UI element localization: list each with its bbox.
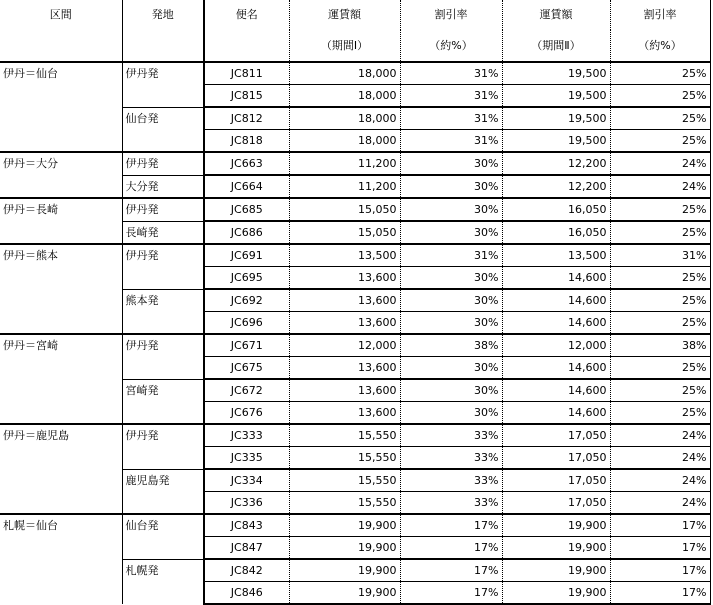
discount-rate1-cell: 30%	[400, 357, 502, 380]
section-cell: 伊丹＝熊本	[0, 244, 122, 334]
fare-period1-cell: 19,900	[289, 514, 400, 537]
discount-rate2-cell: 25%	[610, 289, 710, 312]
header-fare-period1-note: （期間Ⅰ）	[289, 30, 400, 62]
discount-rate2-cell: 17%	[610, 537, 710, 560]
discount-rate2-cell: 38%	[610, 334, 710, 357]
origin-cell: 熊本発	[122, 289, 204, 334]
origin-cell: 長崎発	[122, 221, 204, 244]
flight-number-cell: JC847	[204, 537, 289, 560]
discount-rate1-cell: 31%	[400, 130, 502, 153]
header-row-sub	[0, 30, 710, 62]
fare-period1-cell: 18,000	[289, 62, 400, 85]
flight-number-cell: JC334	[204, 469, 289, 492]
flight-number-cell: JC692	[204, 289, 289, 312]
fare-period1-cell: 11,200	[289, 175, 400, 198]
table-row	[0, 334, 710, 357]
fare-period1-cell: 13,600	[289, 289, 400, 312]
flight-number-cell: JC675	[204, 357, 289, 380]
fare-period1-cell: 18,000	[289, 130, 400, 153]
fare-period2-cell: 12,200	[502, 152, 610, 175]
fare-period2-cell: 12,000	[502, 334, 610, 357]
header-flight: 便名	[204, 0, 289, 30]
fare-period1-cell: 13,600	[289, 312, 400, 335]
flight-number-cell: JC818	[204, 130, 289, 153]
origin-cell: 伊丹発	[122, 244, 204, 289]
header-fare-period2: 運賃額	[502, 0, 610, 30]
table-row	[0, 62, 710, 85]
fare-period2-cell: 17,050	[502, 492, 610, 515]
fare-period2-cell: 14,600	[502, 357, 610, 380]
fare-period1-cell: 15,550	[289, 492, 400, 515]
origin-cell: 大分発	[122, 175, 204, 198]
fare-period2-cell: 14,600	[502, 379, 610, 402]
flight-number-cell: JC676	[204, 402, 289, 425]
fare-period1-cell: 13,600	[289, 267, 400, 290]
header-discount-rate1: 割引率	[400, 0, 502, 30]
table-row	[0, 424, 710, 447]
flight-number-cell: JC672	[204, 379, 289, 402]
discount-rate1-cell: 30%	[400, 152, 502, 175]
fare-period2-cell: 17,050	[502, 447, 610, 470]
origin-cell: 伊丹発	[122, 334, 204, 379]
fare-period2-cell: 19,900	[502, 537, 610, 560]
flight-number-cell: JC336	[204, 492, 289, 515]
flight-number-cell: JC664	[204, 175, 289, 198]
discount-rate2-cell: 24%	[610, 175, 710, 198]
flight-number-cell: JC695	[204, 267, 289, 290]
table-row	[0, 514, 710, 537]
fare-period2-cell: 17,050	[502, 469, 610, 492]
fare-period2-cell: 16,050	[502, 198, 610, 221]
discount-rate1-cell: 31%	[400, 85, 502, 108]
discount-rate1-cell: 33%	[400, 492, 502, 515]
origin-cell: 伊丹発	[122, 152, 204, 175]
origin-cell: 伊丹発	[122, 62, 204, 107]
origin-cell: 鹿児島発	[122, 469, 204, 514]
flight-number-cell: JC335	[204, 447, 289, 470]
discount-rate1-cell: 33%	[400, 469, 502, 492]
origin-cell: 札幌発	[122, 559, 204, 604]
fare-period2-cell: 19,500	[502, 85, 610, 108]
flight-number-cell: JC671	[204, 334, 289, 357]
table-row	[0, 152, 710, 175]
header-section: 区間	[49, 8, 72, 21]
discount-rate1-cell: 33%	[400, 447, 502, 470]
origin-cell: 仙台発	[122, 514, 204, 559]
header-discount-rate2-note: （約%）	[610, 30, 710, 62]
fare-period1-cell: 13,600	[289, 379, 400, 402]
discount-rate2-cell: 24%	[610, 492, 710, 515]
flight-number-cell: JC815	[204, 85, 289, 108]
section-cell: 伊丹＝仙台	[0, 62, 122, 152]
discount-rate1-cell: 33%	[400, 424, 502, 447]
discount-rate1-cell: 30%	[400, 221, 502, 244]
discount-rate2-cell: 25%	[610, 130, 710, 153]
discount-rate2-cell: 25%	[610, 267, 710, 290]
fare-period2-cell: 12,200	[502, 175, 610, 198]
flight-number-cell: JC685	[204, 198, 289, 221]
origin-cell: 宮崎発	[122, 379, 204, 424]
fare-period1-cell: 13,600	[289, 357, 400, 380]
fare-period1-cell: 13,500	[289, 244, 400, 267]
fare-period2-cell: 16,050	[502, 221, 610, 244]
discount-rate1-cell: 30%	[400, 198, 502, 221]
discount-rate2-cell: 24%	[610, 424, 710, 447]
discount-rate2-cell: 25%	[610, 198, 710, 221]
fare-period1-cell: 13,600	[289, 402, 400, 425]
fare-period1-cell: 15,550	[289, 469, 400, 492]
table-row	[0, 244, 710, 267]
flight-number-cell: JC696	[204, 312, 289, 335]
flight-number-cell: JC686	[204, 221, 289, 244]
flight-number-cell: JC842	[204, 559, 289, 582]
fare-period1-cell: 19,900	[289, 582, 400, 605]
fare-period1-cell: 15,550	[289, 424, 400, 447]
discount-rate2-cell: 24%	[610, 152, 710, 175]
discount-rate2-cell: 25%	[610, 221, 710, 244]
discount-rate1-cell: 30%	[400, 175, 502, 198]
discount-rate2-cell: 25%	[610, 62, 710, 85]
flight-number-cell: JC333	[204, 424, 289, 447]
fare-period2-cell: 14,600	[502, 289, 610, 312]
fare-period2-cell: 14,600	[502, 312, 610, 335]
discount-rate2-cell: 25%	[610, 107, 710, 130]
discount-rate1-cell: 31%	[400, 107, 502, 130]
discount-rate1-cell: 31%	[400, 244, 502, 267]
section-cell: 伊丹＝長崎	[0, 198, 122, 244]
fare-period2-cell: 19,500	[502, 62, 610, 85]
fare-period2-cell: 13,500	[502, 244, 610, 267]
section-cell: 伊丹＝大分	[0, 152, 122, 198]
discount-rate1-cell: 38%	[400, 334, 502, 357]
section-cell: 札幌＝仙台	[0, 514, 122, 604]
discount-rate1-cell: 17%	[400, 537, 502, 560]
discount-rate1-cell: 17%	[400, 514, 502, 537]
discount-rate2-cell: 24%	[610, 447, 710, 470]
flight-number-cell: JC663	[204, 152, 289, 175]
discount-rate2-cell: 24%	[610, 469, 710, 492]
fare-period1-cell: 15,050	[289, 221, 400, 244]
header-discount-rate2: 割引率	[610, 0, 710, 30]
discount-rate1-cell: 30%	[400, 267, 502, 290]
fare-period1-cell: 12,000	[289, 334, 400, 357]
discount-rate1-cell: 17%	[400, 582, 502, 605]
origin-cell: 伊丹発	[122, 198, 204, 221]
discount-rate2-cell: 25%	[610, 379, 710, 402]
discount-rate1-cell: 30%	[400, 312, 502, 335]
flight-number-cell: JC691	[204, 244, 289, 267]
flight-number-cell: JC846	[204, 582, 289, 605]
header-fare-period1: 運賃額	[289, 0, 400, 30]
fare-period2-cell: 19,900	[502, 582, 610, 605]
discount-rate1-cell: 17%	[400, 559, 502, 582]
table-row	[0, 198, 710, 221]
fare-period2-cell: 14,600	[502, 402, 610, 425]
discount-rate2-cell: 25%	[610, 312, 710, 335]
fare-period1-cell: 15,050	[289, 198, 400, 221]
header-discount-rate1-note: （約%）	[400, 30, 502, 62]
header-fare-period2-note: （期間Ⅱ）	[502, 30, 610, 62]
fare-period2-cell: 19,500	[502, 107, 610, 130]
origin-cell: 伊丹発	[122, 424, 204, 469]
discount-rate1-cell: 30%	[400, 402, 502, 425]
fare-period2-cell: 17,050	[502, 424, 610, 447]
fare-period1-cell: 19,900	[289, 537, 400, 560]
section-cell: 伊丹＝鹿児島	[0, 424, 122, 514]
discount-rate1-cell: 31%	[400, 62, 502, 85]
fare-period1-cell: 15,550	[289, 447, 400, 470]
header-origin: 発地	[122, 0, 204, 30]
origin-cell: 仙台発	[122, 107, 204, 152]
fare-period2-cell: 14,600	[502, 267, 610, 290]
fare-period1-cell: 18,000	[289, 107, 400, 130]
discount-rate1-cell: 30%	[400, 289, 502, 312]
fare-table-body	[0, 62, 710, 604]
discount-rate2-cell: 25%	[610, 402, 710, 425]
fare-period1-cell: 11,200	[289, 152, 400, 175]
discount-rate1-cell: 30%	[400, 379, 502, 402]
discount-rate2-cell: 17%	[610, 582, 710, 605]
discount-rate2-cell: 31%	[610, 244, 710, 267]
fare-period1-cell: 19,900	[289, 559, 400, 582]
flight-number-cell: JC812	[204, 107, 289, 130]
flight-number-cell: JC811	[204, 62, 289, 85]
fare-period2-cell: 19,900	[502, 514, 610, 537]
discount-rate2-cell: 25%	[610, 357, 710, 380]
header-row	[0, 0, 710, 30]
fare-period1-cell: 18,000	[289, 85, 400, 108]
discount-rate2-cell: 17%	[610, 514, 710, 537]
fare-period2-cell: 19,500	[502, 130, 610, 153]
flight-number-cell: JC843	[204, 514, 289, 537]
discount-rate2-cell: 25%	[610, 85, 710, 108]
section-cell: 伊丹＝宮崎	[0, 334, 122, 424]
fare-period2-cell: 19,900	[502, 559, 610, 582]
discount-rate2-cell: 17%	[610, 559, 710, 582]
